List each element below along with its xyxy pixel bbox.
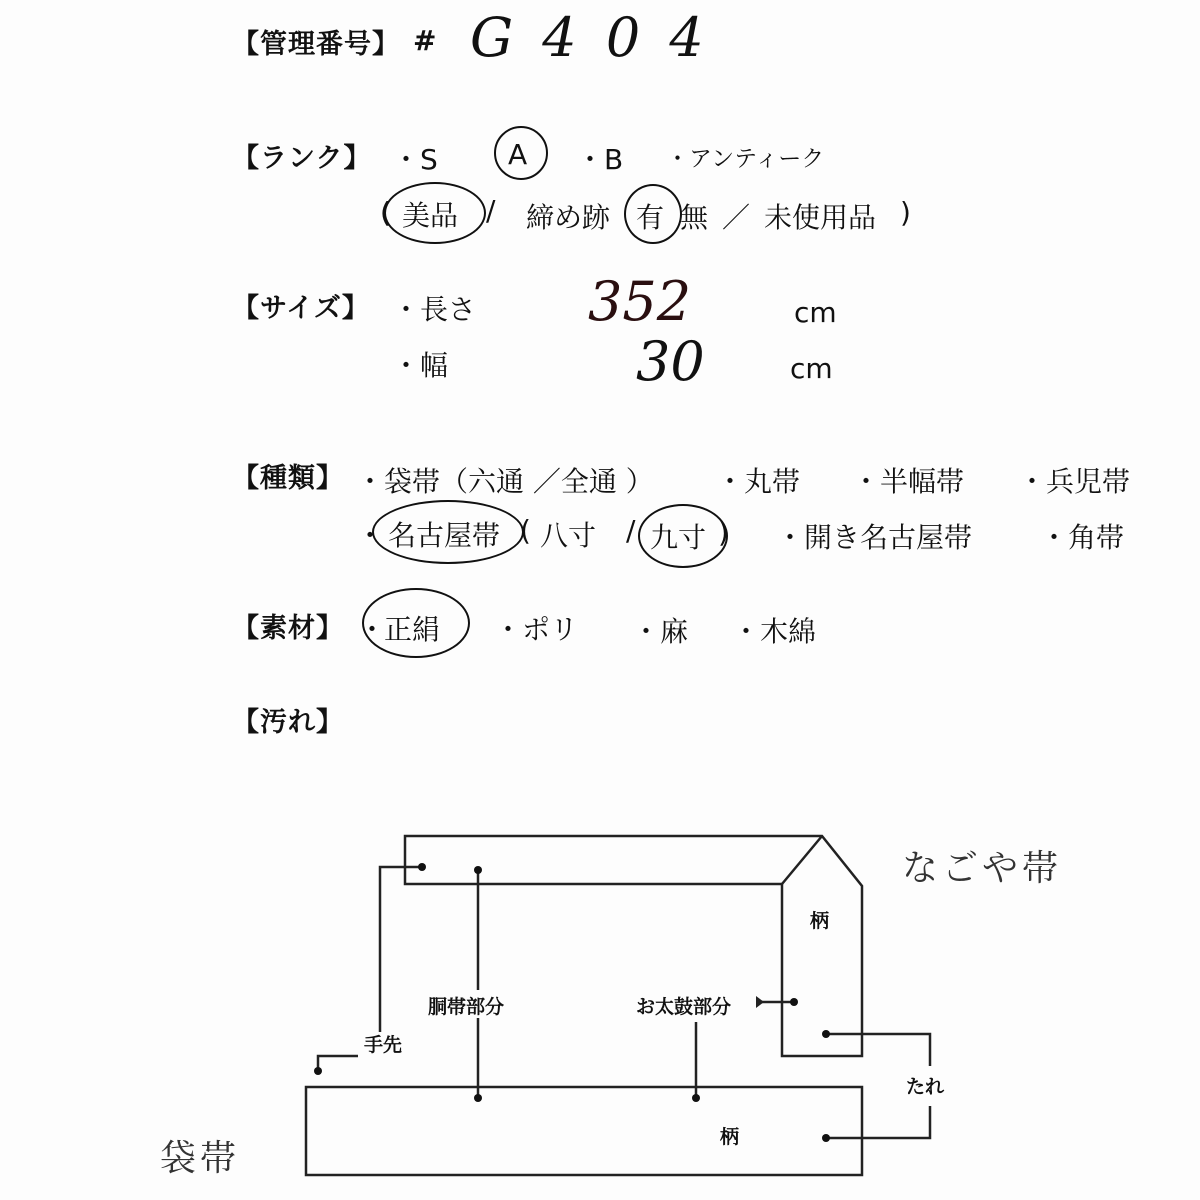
condition-nashi: 無: [680, 201, 709, 234]
hash-symbol: #: [413, 24, 437, 57]
condition-open: (: [380, 196, 391, 229]
material-poly: ・ポリ: [494, 613, 579, 646]
width-unit: cm: [790, 352, 833, 385]
width-label: ・幅: [392, 349, 449, 382]
length-unit: cm: [794, 296, 837, 329]
width-value: 30: [636, 330, 705, 393]
dot-nagoya-tare: [822, 1030, 830, 1038]
dobi-label: 胴帯部分: [428, 996, 505, 1018]
type-kaku: ・角帯: [1040, 521, 1125, 554]
nagoya-obi-title: なごや帯: [902, 848, 1063, 889]
rank-antique: ・アンティーク: [666, 146, 825, 172]
material-label: 【素材】: [232, 613, 344, 644]
type-row2-open: (: [520, 514, 531, 547]
rank-label: 【ランク】: [232, 143, 372, 174]
type-label: 【種類】: [232, 463, 344, 494]
type-row2-close: ): [718, 516, 729, 549]
dot-fukuro-otaiko: [692, 1094, 700, 1102]
condition-unused: 未使用品: [764, 201, 877, 234]
nagoya-obi-fold: [782, 836, 822, 884]
management-label: 【管理番号】: [232, 29, 400, 60]
tesaki-line: [380, 867, 420, 1032]
dot-fukuro-tare: [822, 1134, 830, 1142]
dot-nagoya-otaiko: [790, 998, 798, 1006]
dot-nagoya-tesaki: [418, 863, 426, 871]
size-label: 【サイズ】: [232, 293, 370, 324]
condition-close: ): [900, 196, 911, 229]
condition-slash2: ／: [722, 201, 751, 234]
material-cotton: ・木綿: [732, 615, 817, 648]
type-maru: ・丸帯: [716, 465, 801, 498]
dot-nagoya-dobi: [474, 866, 482, 874]
management-number: G 4 0 4: [470, 6, 710, 69]
dot-fukuro-tesaki: [314, 1067, 322, 1075]
stain-label: 【汚れ】: [232, 707, 344, 738]
fukuro-obi-shape: [306, 1087, 862, 1175]
type-heko: ・兵児帯: [1018, 465, 1131, 498]
rank-a: A: [508, 138, 528, 171]
type-nagoya: 名古屋帯: [388, 519, 501, 552]
rank-s: ・S: [392, 143, 438, 176]
length-label: ・長さ: [392, 293, 477, 326]
type-row2-dot: ・: [356, 519, 385, 552]
type-hanhaba: ・半幅帯: [852, 465, 965, 498]
type-hassun: 八寸: [540, 519, 597, 552]
condition-ari: 有: [636, 201, 665, 234]
type-fukuro: ・袋帯（六通 ／全通 ）: [356, 465, 654, 498]
fukuro-obi-title: 袋帯: [160, 1138, 241, 1179]
material-asa: ・麻: [632, 615, 689, 648]
nagoya-pattern-label: 柄: [810, 910, 830, 932]
type-hiraki-nagoya: ・開き名古屋帯: [776, 521, 973, 554]
type-row2-slash: /: [626, 514, 636, 547]
condition-bihin: 美品: [402, 199, 459, 232]
condition-shimeato: 締め跡: [526, 201, 611, 234]
material-silk: 正絹: [384, 613, 441, 646]
tare-label: たれ: [906, 1076, 945, 1098]
dot-fukuro-dobi: [474, 1094, 482, 1102]
rank-b: ・B: [576, 143, 624, 176]
condition-slash1: /: [486, 194, 496, 227]
otaiko-label: お太鼓部分: [636, 996, 732, 1018]
tesaki-label: 手先: [364, 1034, 403, 1056]
length-value: 352: [588, 270, 692, 333]
fukuro-pattern-label: 柄: [720, 1126, 740, 1148]
type-kyusun: 九寸: [650, 521, 707, 554]
material-dot: ・: [358, 613, 387, 646]
tesaki-line-lower: [318, 1056, 358, 1070]
